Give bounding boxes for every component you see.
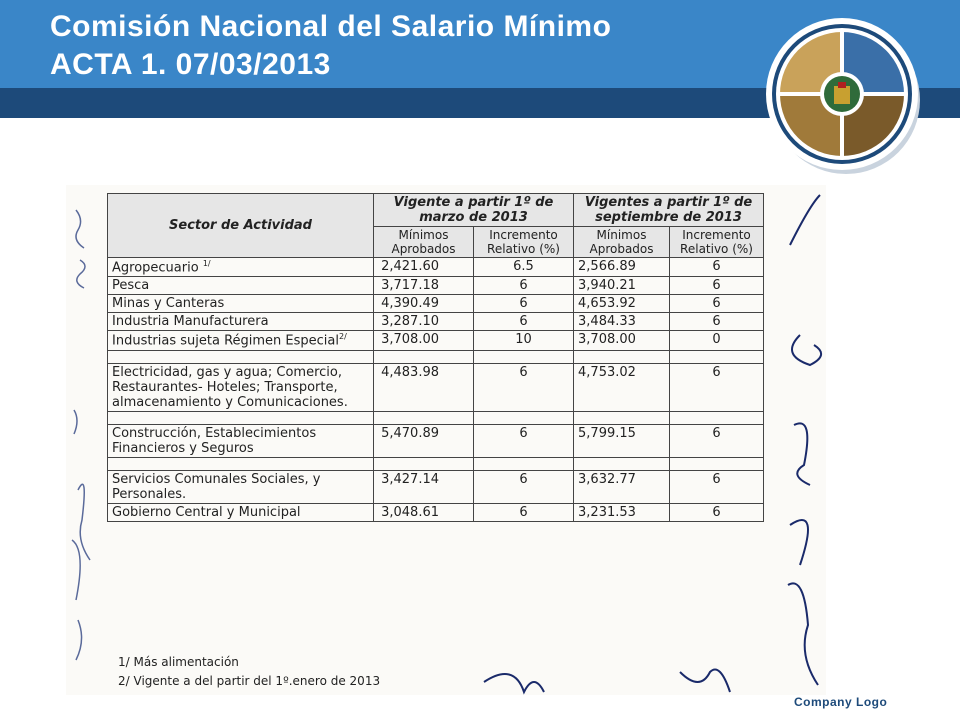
page-subtitle: ACTA 1. 07/03/2013 [50,48,331,81]
table-row [108,503,764,521]
min-septiembre: 2,566.89 [574,258,670,277]
header-sector: Sector de Actividad [108,194,374,258]
sector-name: Construcción, Establecimientos Financieros y Seguros [108,424,374,457]
inc-marzo: 6 [474,363,574,411]
min-septiembre: 5,799.15 [574,424,670,457]
sector-name: Pesca [108,277,374,295]
sector-name: Industrias sujeta Régimen Especial [112,333,339,349]
inc-marzo: 6.5 [474,258,574,277]
inc-marzo: 6 [474,295,574,313]
table-spacer [108,350,764,363]
salary-table [107,193,764,522]
sector-name: Electricidad, gas y agua; Comercio, Restaurantes- Hoteles; Transporte, almacenamiento y Comunicaciones. [108,363,374,411]
inc-septiembre: 6 [670,295,764,313]
min-septiembre: 3,708.00 [574,331,670,350]
company-logo-text: Company Logo [794,695,888,709]
inc-marzo: 6 [474,313,574,331]
inc-septiembre: 0 [670,331,764,350]
inc-marzo: 6 [474,470,574,503]
min-marzo: 5,470.89 [374,424,474,457]
table-spacer [108,411,764,424]
table-row [108,424,764,457]
table-row [108,331,764,350]
min-marzo: 3,048.61 [374,503,474,521]
inc-septiembre: 6 [670,363,764,411]
min-marzo: 3,708.00 [374,331,474,350]
min-septiembre: 4,653.92 [574,295,670,313]
inc-septiembre: 6 [670,258,764,277]
inc-marzo: 10 [474,331,574,350]
min-marzo: 3,287.10 [374,313,474,331]
inc-marzo: 6 [474,424,574,457]
header-incremento-2: Incremento Relativo (%) [670,227,764,258]
emblem-logo-icon [766,18,922,174]
footnote-ref: 2/ [339,332,347,342]
sector-name: Servicios Comunales Sociales, y Personales. [108,470,374,503]
bottom-signature [480,662,780,696]
header-incremento-1: Incremento Relativo (%) [474,227,574,258]
min-septiembre: 3,632.77 [574,470,670,503]
page-title: Comisión Nacional del Salario Mínimo [50,10,612,43]
inc-marzo: 6 [474,277,574,295]
sector-name: Agropecuario [112,260,199,276]
table-row [108,470,764,503]
header-group-marzo: Vigente a partir 1º de marzo de 2013 [374,194,574,227]
table-row [108,258,764,277]
right-margin-signature [780,185,826,695]
table-row [108,277,764,295]
inc-septiembre: 6 [670,424,764,457]
min-septiembre: 3,231.53 [574,503,670,521]
sector-name: Minas y Canteras [108,295,374,313]
table-row [108,313,764,331]
min-septiembre: 4,753.02 [574,363,670,411]
inc-septiembre: 6 [670,470,764,503]
min-marzo: 4,483.98 [374,363,474,411]
min-marzo: 3,427.14 [374,470,474,503]
table-row [108,295,764,313]
inc-septiembre: 6 [670,313,764,331]
footnote-2: 2/ Vigente a del partir del 1º.enero de 2013 [118,674,381,688]
min-marzo: 4,390.49 [374,295,474,313]
sector-name: Gobierno Central y Municipal [108,503,374,521]
min-marzo: 2,421.60 [374,258,474,277]
min-marzo: 3,717.18 [374,277,474,295]
header-minimos-1: Mínimos Aprobados [374,227,474,258]
inc-septiembre: 6 [670,277,764,295]
min-septiembre: 3,940.21 [574,277,670,295]
sector-name: Industria Manufacturera [108,313,374,331]
inc-septiembre: 6 [670,503,764,521]
min-septiembre: 3,484.33 [574,313,670,331]
left-margin-signature [66,190,106,690]
header-minimos-2: Mínimos Aprobados [574,227,670,258]
footnote-ref: 1/ [202,259,211,268]
table-spacer [108,457,764,470]
table-row [108,363,764,411]
footnote-1: 1/ Más alimentación [118,655,239,669]
inc-marzo: 6 [474,503,574,521]
header-group-septiembre: Vigentes a partir 1º de septiembre de 2013 [574,194,764,227]
